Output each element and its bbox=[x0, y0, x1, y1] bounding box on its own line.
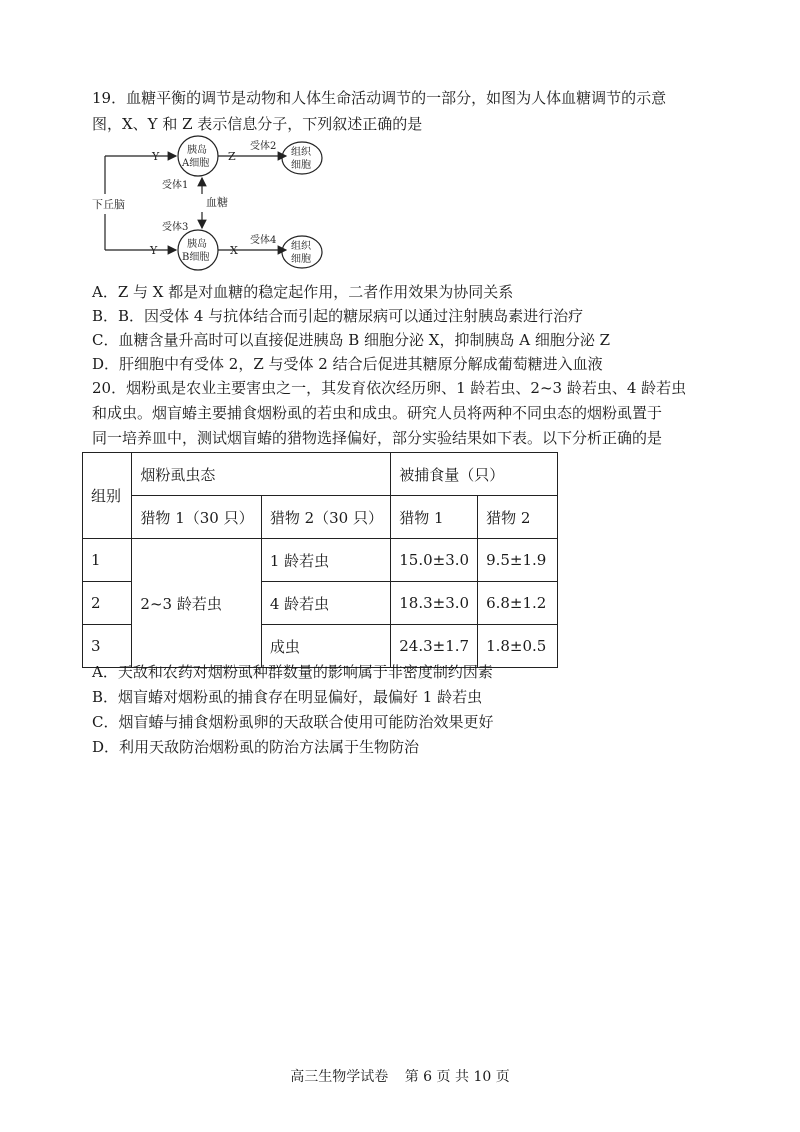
z-label: Z bbox=[228, 150, 236, 163]
islet-a-label-2: A细胞 bbox=[182, 158, 210, 169]
q20-option-d: D．利用天敌防治烟粉虱的防治方法属于生物防治 bbox=[92, 738, 420, 756]
islet-a-label-1: 胰岛 bbox=[187, 145, 207, 156]
receptor3-label: 受体3 bbox=[162, 222, 189, 233]
prey2-cell: 1 龄若虫 bbox=[261, 539, 390, 582]
islet-b-cell bbox=[178, 230, 218, 270]
prey1-shared-cell: 2~3 龄若虫 bbox=[132, 539, 261, 668]
eaten-prey2-cell: 9.5±1.9 bbox=[478, 539, 558, 582]
footer-title: 高三生物学试卷 bbox=[290, 1069, 389, 1085]
q19-stem-line2: 图，X、Y 和 Z 表示信息分子，下列叙述正确的是 bbox=[92, 115, 423, 133]
prey2-cell: 4 龄若虫 bbox=[261, 582, 390, 625]
islet-a-cell bbox=[178, 136, 218, 176]
eaten-prey2-cell: 6.8±1.2 bbox=[478, 582, 558, 625]
group-cell: 2 bbox=[83, 582, 132, 625]
header-prey2: 猎物 2（30 只） bbox=[261, 496, 390, 539]
islet-b-label-1: 胰岛 bbox=[187, 239, 207, 250]
prey2-cell: 成虫 bbox=[261, 625, 390, 668]
group-cell: 3 bbox=[83, 625, 132, 668]
table-row bbox=[83, 539, 558, 582]
q20-stem-line3: 同一培养皿中，测试烟盲蝽的猎物选择偏好，部分实验结果如下表。以下分析正确的是 bbox=[92, 429, 663, 447]
header-group: 组别 bbox=[83, 453, 132, 539]
y-top-label: Y bbox=[152, 150, 160, 163]
header-prey1: 猎物 1（30 只） bbox=[132, 496, 261, 539]
q19-option-a: A．Z 与 X 都是对血糖的稳定起作用，二者作用效果为协同关系 bbox=[92, 283, 514, 301]
group-cell: 1 bbox=[83, 539, 132, 582]
q20-stem-line2: 和成虫。烟盲蝽主要捕食烟粉虱的若虫和成虫。研究人员将两种不同虫态的烟粉虱置于 bbox=[92, 404, 663, 422]
header-eaten: 被捕食量（只） bbox=[391, 453, 558, 496]
q19-option-d: D．肝细胞中有受体 2，Z 与受体 2 结合后促进其糖原分解成葡萄糖进入血液 bbox=[92, 355, 603, 373]
eaten-prey1-cell: 15.0±3.0 bbox=[391, 539, 478, 582]
table-header-row-2 bbox=[83, 496, 558, 539]
y-bottom-label: Y bbox=[150, 244, 158, 257]
q19-option-b: B．B．因受体 4 与抗体结合而引起的糖尿病可以通过注射胰岛素进行治疗 bbox=[92, 307, 584, 325]
table-header-row-1 bbox=[83, 453, 558, 496]
hypothalamus-label: 下丘脑 bbox=[92, 198, 125, 211]
receptor4-label: 受体4 bbox=[250, 235, 277, 246]
page-footer bbox=[0, 1066, 800, 1086]
q19-stem-line1: 19．血糖平衡的调节是动物和人体生命活动调节的一部分，如图为人体血糖调节的示意 bbox=[92, 89, 667, 107]
q20-option-a: A．天敌和农药对烟粉虱种群数量的影响属于非密度制约因素 bbox=[92, 663, 493, 681]
receptor2-label: 受体2 bbox=[250, 141, 277, 152]
header-eaten-prey1: 猎物 1 bbox=[391, 496, 478, 539]
q19-option-c: C．血糖含量升高时可以直接促进胰岛 B 细胞分泌 X，抑制胰岛 A 细胞分泌 Z bbox=[92, 331, 611, 349]
islet-b-label-2: B细胞 bbox=[182, 252, 210, 263]
header-stage: 烟粉虱虫态 bbox=[132, 453, 391, 496]
x-label: X bbox=[230, 244, 238, 257]
footer-page-number: 第 6 页 共 10 页 bbox=[404, 1069, 510, 1085]
receptor1-label: 受体1 bbox=[162, 180, 189, 191]
q20-option-c: C．烟盲蝽与捕食烟粉虱卵的天敌联合使用可能防治效果更好 bbox=[92, 713, 494, 731]
experiment-table bbox=[82, 452, 558, 668]
eaten-prey2-cell: 1.8±0.5 bbox=[478, 625, 558, 668]
q20-stem-line1: 20．烟粉虱是农业主要害虫之一，其发育依次经历卵、1 龄若虫、2~3 龄若虫、4 龄若虫 bbox=[92, 379, 687, 397]
blood-sugar-label: 血糖 bbox=[206, 196, 228, 209]
tissue-top-label-2: 细胞 bbox=[291, 160, 311, 171]
q20-option-b: B．烟盲蝽对烟粉虱的捕食存在明显偏好，最偏好 1 龄若虫 bbox=[92, 688, 483, 706]
header-eaten-prey2: 猎物 2 bbox=[478, 496, 558, 539]
tissue-top-label-1: 组织 bbox=[291, 147, 311, 158]
eaten-prey1-cell: 24.3±1.7 bbox=[391, 625, 478, 668]
eaten-prey1-cell: 18.3±3.0 bbox=[391, 582, 478, 625]
tissue-bottom-label-2: 细胞 bbox=[291, 254, 311, 265]
blood-sugar-regulation-diagram bbox=[90, 134, 380, 274]
tissue-bottom-label-1: 组织 bbox=[291, 241, 311, 252]
